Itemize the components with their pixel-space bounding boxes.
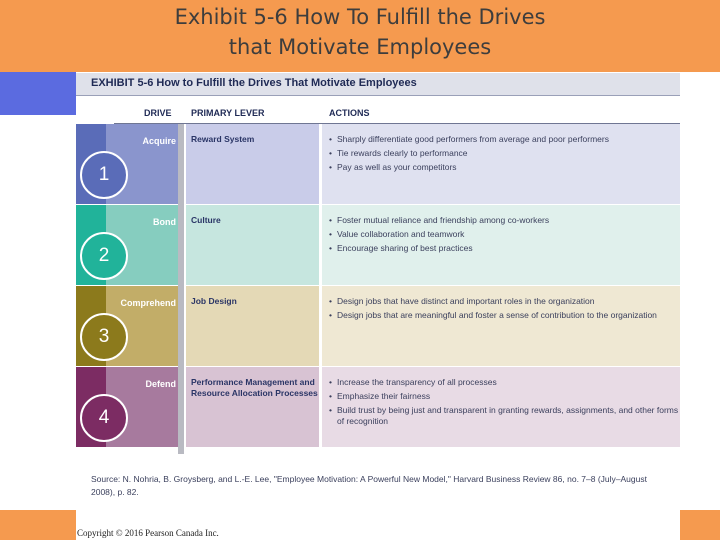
drive-number-badge: 4 — [80, 394, 128, 442]
source-note: Source: N. Nohria, B. Groysberg, and L.-E. Lee, "Employee Motivation: A Powerful New Model," Harvard Business Review 86, no. 7–8 (July–August 2008), p. 82. — [91, 474, 647, 497]
drive-label: Acquire — [142, 136, 176, 146]
table-row — [76, 124, 680, 204]
lever-cell — [186, 124, 319, 204]
action-item: • Value collaboration and teamwork — [337, 229, 680, 240]
drive-column-shadow — [178, 124, 184, 454]
action-item: • Design jobs that have distinct and important roles in the organization — [337, 296, 680, 307]
slide-title-line-2: that Motivate Employees — [228, 35, 492, 59]
exhibit-header — [76, 73, 680, 96]
lever-cell — [186, 367, 319, 447]
bottom-right-accent — [680, 510, 720, 540]
slide-title — [0, 0, 720, 62]
actions-cell — [322, 205, 680, 285]
table-row — [76, 367, 680, 447]
table-row — [76, 286, 680, 366]
column-header-lever: PRIMARY LEVER — [191, 108, 265, 118]
column-header-drive: DRIVE — [144, 108, 172, 118]
drive-number-badge: 1 — [80, 151, 128, 199]
exhibit-title: EXHIBIT 5-6 How to Fulfill the Drives That Motivate Employees — [91, 77, 417, 89]
bottom-left-accent — [0, 510, 76, 540]
column-header-actions: ACTIONS — [329, 108, 370, 118]
actions-list — [322, 367, 680, 427]
lever-cell — [186, 286, 319, 366]
action-item: • Emphasize their fairness — [337, 391, 680, 402]
drive-label: Defend — [145, 379, 176, 389]
drive-number-badge: 3 — [80, 313, 128, 361]
slide-title-line-1: Exhibit 5-6 How To Fulfill the Drives — [174, 5, 546, 29]
action-item: • Design jobs that are meaningful and foster a sense of contribution to the organization — [337, 310, 680, 321]
action-item: • Pay as well as your competitors — [337, 162, 680, 173]
actions-list — [322, 124, 680, 173]
actions-list — [322, 286, 680, 321]
action-item: • Increase the transparency of all processes — [337, 377, 680, 388]
drive-label: Bond — [153, 217, 176, 227]
action-item: • Foster mutual reliance and friendship among co-workers — [337, 215, 680, 226]
drive-number-badge: 2 — [80, 232, 128, 280]
lever-text: Culture — [191, 215, 221, 225]
action-item: • Encourage sharing of best practices — [337, 243, 680, 254]
copyright-notice: Copyright © 2016 Pearson Canada Inc. — [77, 528, 219, 538]
drive-label: Comprehend — [120, 298, 176, 308]
lever-text: Job Design — [191, 296, 237, 306]
exhibit-figure — [76, 73, 680, 510]
table-row — [76, 205, 680, 285]
lever-text: Performance Management and Resource Allocation Processes — [191, 377, 318, 398]
actions-cell — [322, 367, 680, 447]
actions-cell — [322, 286, 680, 366]
actions-list — [322, 205, 680, 254]
action-item: • Sharply differentiate good performers from average and poor performers — [337, 134, 680, 145]
lever-text: Reward System — [191, 134, 255, 144]
lever-cell — [186, 205, 319, 285]
action-item: • Build trust by being just and transparent in granting rewards, assignments, and other forms of recognition — [337, 405, 680, 427]
actions-cell — [322, 124, 680, 204]
action-item: • Tie rewards clearly to performance — [337, 148, 680, 159]
blue-accent-block — [0, 72, 76, 115]
